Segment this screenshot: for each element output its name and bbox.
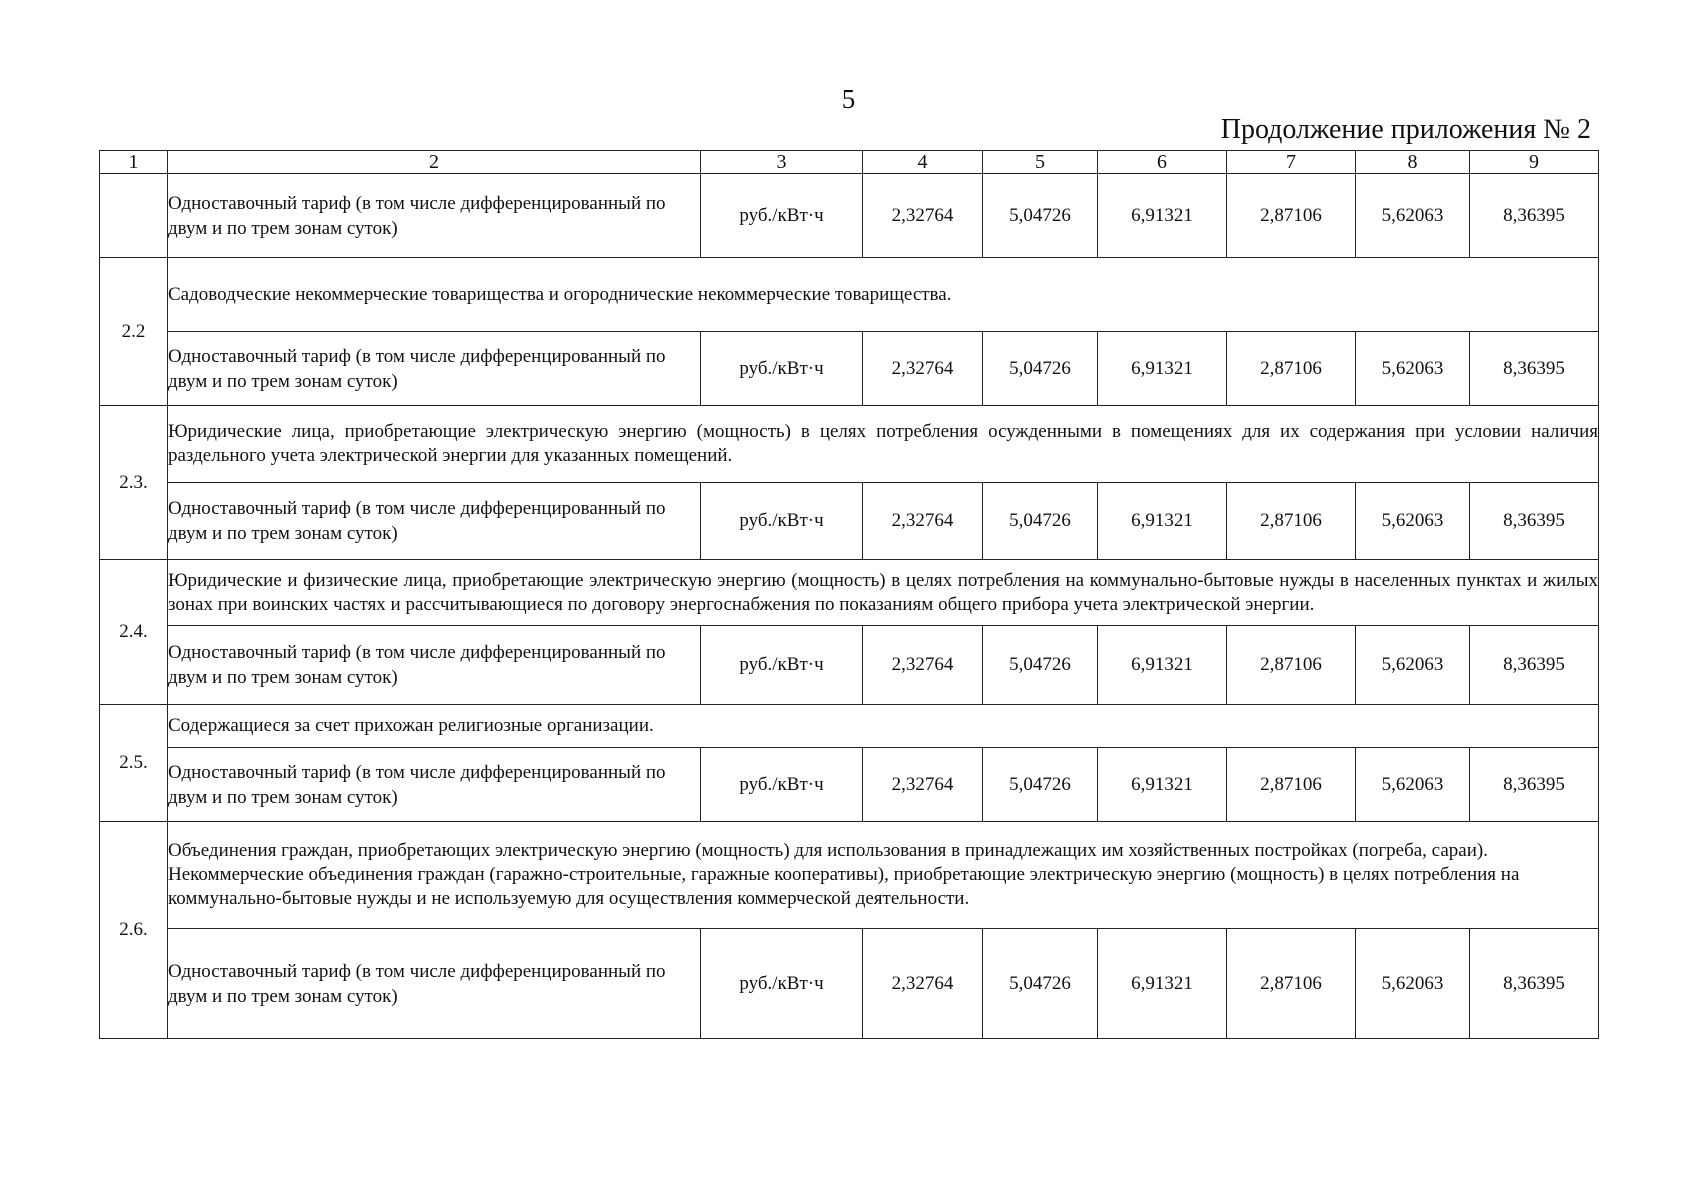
tariff-value: 2,32764: [863, 174, 983, 258]
tariff-value: 5,04726: [983, 174, 1098, 258]
column-number: 2: [168, 151, 701, 174]
tariff-value: 5,62063: [1356, 332, 1470, 406]
tariff-unit: руб./кВт·ч: [701, 748, 863, 822]
category-row: [100, 406, 1599, 483]
tariff-value: 5,04726: [983, 332, 1098, 406]
tariff-value: 2,32764: [863, 929, 983, 1039]
column-number: 8: [1356, 151, 1470, 174]
tariff-value: 5,62063: [1356, 174, 1470, 258]
tariff-value: 2,87106: [1227, 174, 1356, 258]
tariff-value: 2,32764: [863, 332, 983, 406]
category-row: [100, 560, 1599, 626]
category-description: Садоводческие некоммерческие товарищества и огороднические некоммерческие товарищества.: [168, 258, 1599, 332]
category-description: Юридические лица, приобретающие электрическую энергию (мощность) в целях потребления осужденными в помещениях для их содержания при условии наличия раздельного учета электрической энергии для указанных помещений.: [168, 406, 1599, 483]
tariff-value: 6,91321: [1098, 929, 1227, 1039]
category-row: [100, 822, 1599, 929]
column-number-row: [100, 151, 1599, 174]
row-number: 2.4.: [100, 560, 168, 705]
tariff-row: [100, 174, 1599, 258]
tariff-unit: руб./кВт·ч: [701, 174, 863, 258]
tariff-value: 6,91321: [1098, 748, 1227, 822]
tariff-row: [100, 626, 1599, 705]
tariff-value: 6,91321: [1098, 626, 1227, 705]
tariff-value: 6,91321: [1098, 174, 1227, 258]
tariff-value: 2,32764: [863, 626, 983, 705]
column-number: 9: [1470, 151, 1599, 174]
row-number: 2.6.: [100, 822, 168, 1039]
column-number: 6: [1098, 151, 1227, 174]
category-description: Содержащиеся за счет прихожан религиозные организации.: [168, 705, 1599, 748]
tariff-value: 5,04726: [983, 929, 1098, 1039]
column-number: 4: [863, 151, 983, 174]
tariff-value: 2,87106: [1227, 626, 1356, 705]
tariff-unit: руб./кВт·ч: [701, 332, 863, 406]
column-number: 5: [983, 151, 1098, 174]
tariff-name: Одноставочный тариф (в том числе дифференцированный по двум и по трем зонам суток): [168, 748, 701, 822]
tariff-unit: руб./кВт·ч: [701, 626, 863, 705]
tariff-row: [100, 483, 1599, 560]
row-number: 2.5.: [100, 705, 168, 822]
tariff-value: 2,32764: [863, 748, 983, 822]
tariff-row: [100, 748, 1599, 822]
category-row: [100, 705, 1599, 748]
column-number: 7: [1227, 151, 1356, 174]
tariff-name: Одноставочный тариф (в том числе дифференцированный по двум и по трем зонам суток): [168, 929, 701, 1039]
appendix-continuation-note: Продолжение приложения № 2: [1220, 114, 1591, 145]
tariff-name: Одноставочный тариф (в том числе дифференцированный по двум и по трем зонам суток): [168, 626, 701, 705]
tariff-value: 5,62063: [1356, 748, 1470, 822]
category-description: Объединения граждан, приобретающих электрическую энергию (мощность) для использования в принадлежащих им хозяйственных постройках (погреба, сараи). Некоммерческие объединения граждан (гаражно-строительные, гаражные кооперативы), приобретающие электрическую энергию (мощность) в целях потребления на коммунально-бытовые нужды и не используемую для осуществления коммерческой деятельности.: [168, 822, 1599, 929]
tariff-unit: руб./кВт·ч: [701, 483, 863, 560]
tariff-value: 8,36395: [1470, 626, 1599, 705]
column-number: 3: [701, 151, 863, 174]
tariff-value: 2,32764: [863, 483, 983, 560]
tariff-value: 6,91321: [1098, 332, 1227, 406]
row-number-empty: [100, 174, 168, 258]
column-number: 1: [100, 151, 168, 174]
tariff-name: Одноставочный тариф (в том числе дифференцированный по двум и по трем зонам суток): [168, 483, 701, 560]
tariff-value: 5,04726: [983, 626, 1098, 705]
row-number: 2.3.: [100, 406, 168, 560]
tariff-name: Одноставочный тариф (в том числе дифференцированный по двум и по трем зонам суток): [168, 174, 701, 258]
tariff-value: 2,87106: [1227, 483, 1356, 560]
tariff-name: Одноставочный тариф (в том числе дифференцированный по двум и по трем зонам суток): [168, 332, 701, 406]
tariff-value: 8,36395: [1470, 332, 1599, 406]
tariff-value: 5,04726: [983, 748, 1098, 822]
tariff-value: 8,36395: [1470, 929, 1599, 1039]
tariff-value: 2,87106: [1227, 748, 1356, 822]
tariff-value: 5,04726: [983, 483, 1098, 560]
tariff-table: [99, 150, 1599, 1039]
page-number: 5: [841, 84, 856, 114]
category-row: [100, 258, 1599, 332]
tariff-value: 6,91321: [1098, 483, 1227, 560]
tariff-value: 5,62063: [1356, 483, 1470, 560]
tariff-value: 2,87106: [1227, 929, 1356, 1039]
tariff-value: 8,36395: [1470, 748, 1599, 822]
tariff-value: 2,87106: [1227, 332, 1356, 406]
tariff-unit: руб./кВт·ч: [701, 929, 863, 1039]
category-description: Юридические и физические лица, приобретающие электрическую энергию (мощность) в целях потребления на коммунально-бытовые нужды в населенных пунктах и жилых зонах при воинских частях и рассчитывающиеся по договору энергоснабжения по показаниям общего прибора учета электрической энергии.: [168, 560, 1599, 626]
row-number: 2.2: [100, 258, 168, 406]
tariff-value: 5,62063: [1356, 929, 1470, 1039]
tariff-row: [100, 332, 1599, 406]
tariff-row: [100, 929, 1599, 1039]
tariff-value: 8,36395: [1470, 174, 1599, 258]
tariff-value: 8,36395: [1470, 483, 1599, 560]
tariff-value: 5,62063: [1356, 626, 1470, 705]
